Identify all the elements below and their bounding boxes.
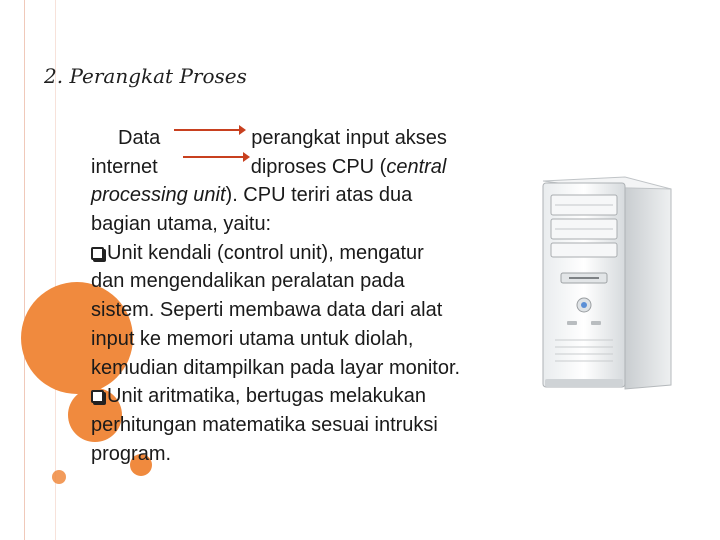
slide-title: 2. Perangkat Proses <box>44 64 247 88</box>
bullet-2-line-2: perhitungan matematika sesuai intruksi <box>91 413 438 436</box>
decorative-vertical-line <box>24 0 25 540</box>
text-perangkat: perangkat input akses <box>251 127 447 149</box>
body-line-3 <box>91 181 541 210</box>
body-line-1 <box>91 124 541 153</box>
arrow-icon-2 <box>183 156 248 158</box>
bullet-1-line-2: dan mengendalikan peralatan pada <box>91 270 405 293</box>
bullet-2-line-1 <box>91 382 541 411</box>
text-internet: internet <box>91 155 158 178</box>
text-processing-unit: processing unit <box>91 184 226 207</box>
text-cpu-teriri: ). CPU teriri atas dua <box>225 184 413 207</box>
decor-circle-small-2 <box>52 470 66 484</box>
checkbox-bullet-icon <box>91 247 104 260</box>
bullet-1-text: Unit kendali (control unit), mengatur <box>107 241 424 264</box>
text-data: Data <box>118 127 161 149</box>
bullet-2-text: Unit aritmatika, bertugas melakukan <box>107 385 427 408</box>
checkbox-bullet-icon <box>91 390 104 403</box>
bullet-1-line-3: sistem. Seperti membawa data dari alat <box>91 299 443 322</box>
body-line-2 <box>91 153 541 182</box>
bullet-1-line-4: input ke memori utama untuk diolah, <box>91 327 414 350</box>
text-diproses: diproses CPU ( <box>250 155 387 178</box>
bullet-1-line-5: kemudian ditampilkan pada layar monitor. <box>91 356 461 379</box>
computer-tower-image <box>537 175 677 390</box>
body-line-4: bagian utama, yaitu: <box>91 213 272 236</box>
bullet-1-line-1 <box>91 239 541 268</box>
arrow-icon-1 <box>174 129 244 131</box>
text-central: central <box>386 155 447 178</box>
bullet-2-line-3: program. <box>91 442 172 465</box>
slide-body <box>91 124 541 468</box>
